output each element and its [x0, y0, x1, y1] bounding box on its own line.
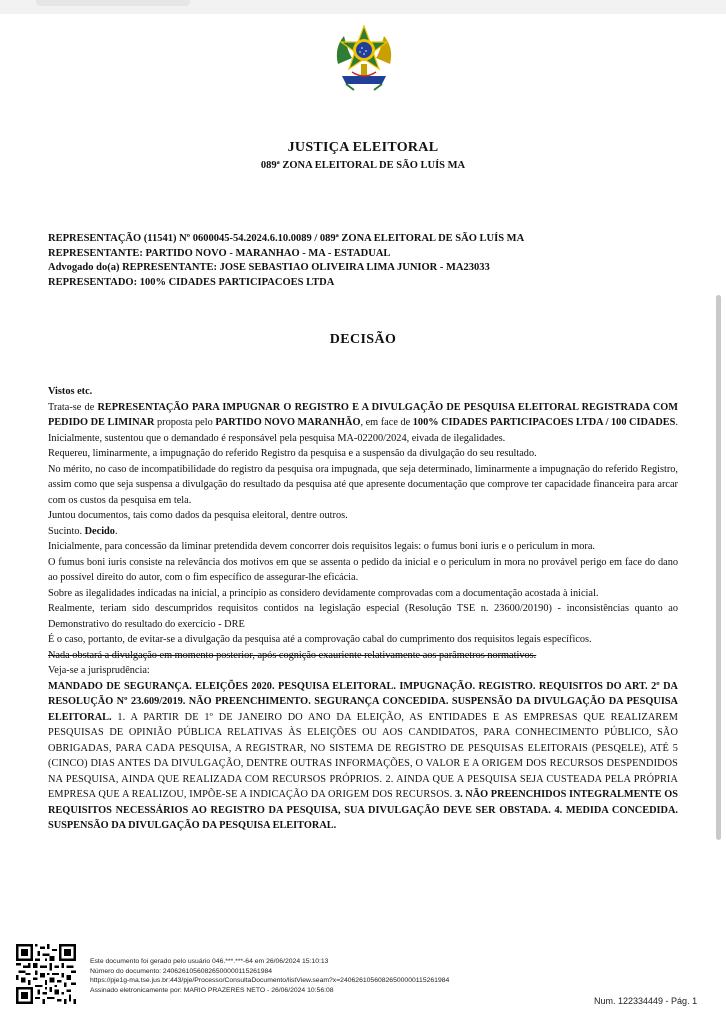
- paragraph: Juntou documentos, tais como dados da pesquisa eleitoral, dentre outros.: [48, 510, 348, 521]
- paragraph: O fumus boni iuris consiste na relevância dos motivos em que se assenta o pedido da inicial e o periculum in mora no provável perigo em face do dano ao possível direito do autor, com o fim específico de assegurar-lhe eficácia.: [48, 556, 678, 583]
- electoral-zone: 089ª ZONA ELEITORAL DE SÃO LUÍS MA: [260, 160, 466, 171]
- decision-body: [48, 384, 678, 834]
- case-caption: [48, 232, 524, 290]
- paragraph: Sobre as ilegalidades indicadas na inicial, a princípio as considero devidamente comprovadas com a documentação acostada à inicial.: [48, 587, 599, 599]
- top-bar: [0, 0, 726, 14]
- footer-document-number: Número do documento: 24062610560826500000115261984: [90, 967, 273, 975]
- coat-of-arms-icon: [332, 24, 396, 92]
- paragraph: Inicialmente, para concessão da liminar pretendida devem concorrer dois requisitos legais: o fumus boni iuris e o periculum in mora.: [48, 541, 595, 552]
- paragraph-decido: Sucinto. Decido.: [48, 525, 118, 537]
- document-title: DECISÃO: [329, 332, 397, 347]
- page-number: Num. 122334449 - Pág. 1: [594, 996, 698, 1006]
- top-bar-pill: [36, 0, 190, 6]
- jurisprudence-quote: MANDADO DE SEGURANÇA. ELEIÇÕES 2020. PESQUISA ELEITORAL. IMPUGNAÇÃO. REGISTRO. REQUISITOS DO ART. 2º DA RESOLUÇÃO Nº 23.609/2019. NÃO PREENCHIMENTO. SEGURANÇA CONCEDIDA. SUSPENSÃO DA DIVULGAÇÃO DA PESQUISA ELEITORAL. 1. A PARTIR DE 1º DE JANEIRO DO ANO DA ELEIÇÃO, AS ENTIDADES E AS EMPRESAS QUE REALIZAREM PESQUISAS DE OPINIÃO PÚBLICA RELATIVAS ÀS ELEIÇÕES OU AOS CANDIDATOS, PARA CONHECIMENTO PÚBLICO, SÃO OBRIGADAS, PARA CADA PESQUISA, A REGISTRAR, NO SISTEMA DE REGISTRO DE PESQUISAS ELEITORAIS (PESQELE), ATÉ 5 (CINCO) DIAS ANTES DA DIVULGAÇÃO, DENTRE OUTRAS INFORMAÇÕES, O VALOR E A ORIGEM DOS RECURSOS DESPENDIDOS NA PESQUISA, AINDA QUE REALIZADA COM RECURSOS PRÓPRIOS. 2. AINDA QUE A PESQUISA SEJA CUSTEADA PELA PRÓPRIA EMPRESA QUE A REALIZOU, IMPÕE-SE A INDICAÇÃO DA ORIGEM DOS RECURSOS. 3. NÃO PREENCHIDOS INTEGRALMENTE OS REQUISITOS NECESSÁRIOS AO REGISTRO DA PESQUISA, SUA DIVULGAÇÃO DEVE SER OBSTADA. 4. MEDIDA CONCEDIDA. SUSPENSÃO DA DIVULGAÇÃO DA PESQUISA ELEITORAL.: [48, 680, 678, 831]
- paragraph-struck: Nada obstará a divulgação em momento posterior, após cognição exauriente relativamente aos parâmetros normativos.: [48, 649, 537, 661]
- paragraph: Realmente, teriam sido descumpridos requisitos contidos na legislação especial (Resolução TSE n. 23600/20190) - inconsistências quanto ao Demonstrativo do resultado do exercício - DRE: [48, 603, 678, 630]
- defendant: REPRESENTADO: 100% CIDADES PARTICIPACOES LTDA: [48, 276, 335, 288]
- qr-code-icon[interactable]: [16, 944, 76, 1004]
- scrollbar[interactable]: [716, 295, 721, 840]
- vistos-line: Vistos etc.: [48, 386, 93, 397]
- paragraph: No mérito, no caso de incompatibilidade do registro da pesquisa ora impugnada, que seja determinado, liminarmente a impugnação do referido Registro, assim como que seja suspensa a divulgação do resultado da pesquisa até que apresente documentação que comprove ter capacidade financeira para arcar com os custos da pesquisa em tela.: [48, 463, 678, 506]
- footer-signature: Assinado eletronicamente por: MARIO PRAZERES NETO - 26/06/2024 10:56:08: [90, 986, 334, 994]
- footer-url-link[interactable]: https://pje1g-ma.tse.jus.br:443/pje/Processo/ConsultaDocumento/listView.seam?x=24062610560826500000115261984: [90, 977, 450, 984]
- plaintiff: REPRESENTANTE: PARTIDO NOVO - MARANHAO - MA - ESTADUAL: [48, 247, 391, 259]
- paragraph: Requereu, liminarmente, a impugnação do referido Registro da pesquisa e a suspensão da divulgação do seu resultado.: [48, 448, 537, 459]
- plaintiff-lawyer: Advogado do(a) REPRESENTANTE: JOSE SEBASTIAO OLIVEIRA LIMA JUNIOR - MA23033: [48, 262, 490, 273]
- document-footer: [90, 957, 449, 995]
- paragraph: Inicialmente, sustentou que o demandado é responsável pela pesquisa MA-02200/2024, eivada de ilegalidades.: [48, 432, 506, 444]
- footer-generated-by: Este documento foi gerado pelo usuário 046.***.***-64 em 26/06/2024 15:10:13: [90, 958, 329, 965]
- court-name: JUSTIÇA ELEITORAL: [287, 140, 439, 155]
- paragraph-case-summary: Trata-se de REPRESENTAÇÃO PARA IMPUGNAR O REGISTRO E A DIVULGAÇÃO DE PESQUISA ELEITORAL REGISTRADA COM PEDIDO DE LIMINAR proposta pelo PARTIDO NOVO MARANHÃO, em face de 100% CIDADES PARTICIPACOES LTDA / 100 CIDADES.: [48, 401, 678, 428]
- paragraph: Veja-se a jurisprudência:: [48, 665, 150, 676]
- case-number: REPRESENTAÇÃO (11541) Nº 0600045-54.2024.6.10.0089 / 089ª ZONA ELEITORAL DE SÃO LUÍS MA: [48, 233, 525, 244]
- paragraph: É o caso, portanto, de evitar-se a divulgação da pesquisa até a comprovação cabal do cumprimento dos requisitos legais específicos.: [48, 634, 592, 645]
